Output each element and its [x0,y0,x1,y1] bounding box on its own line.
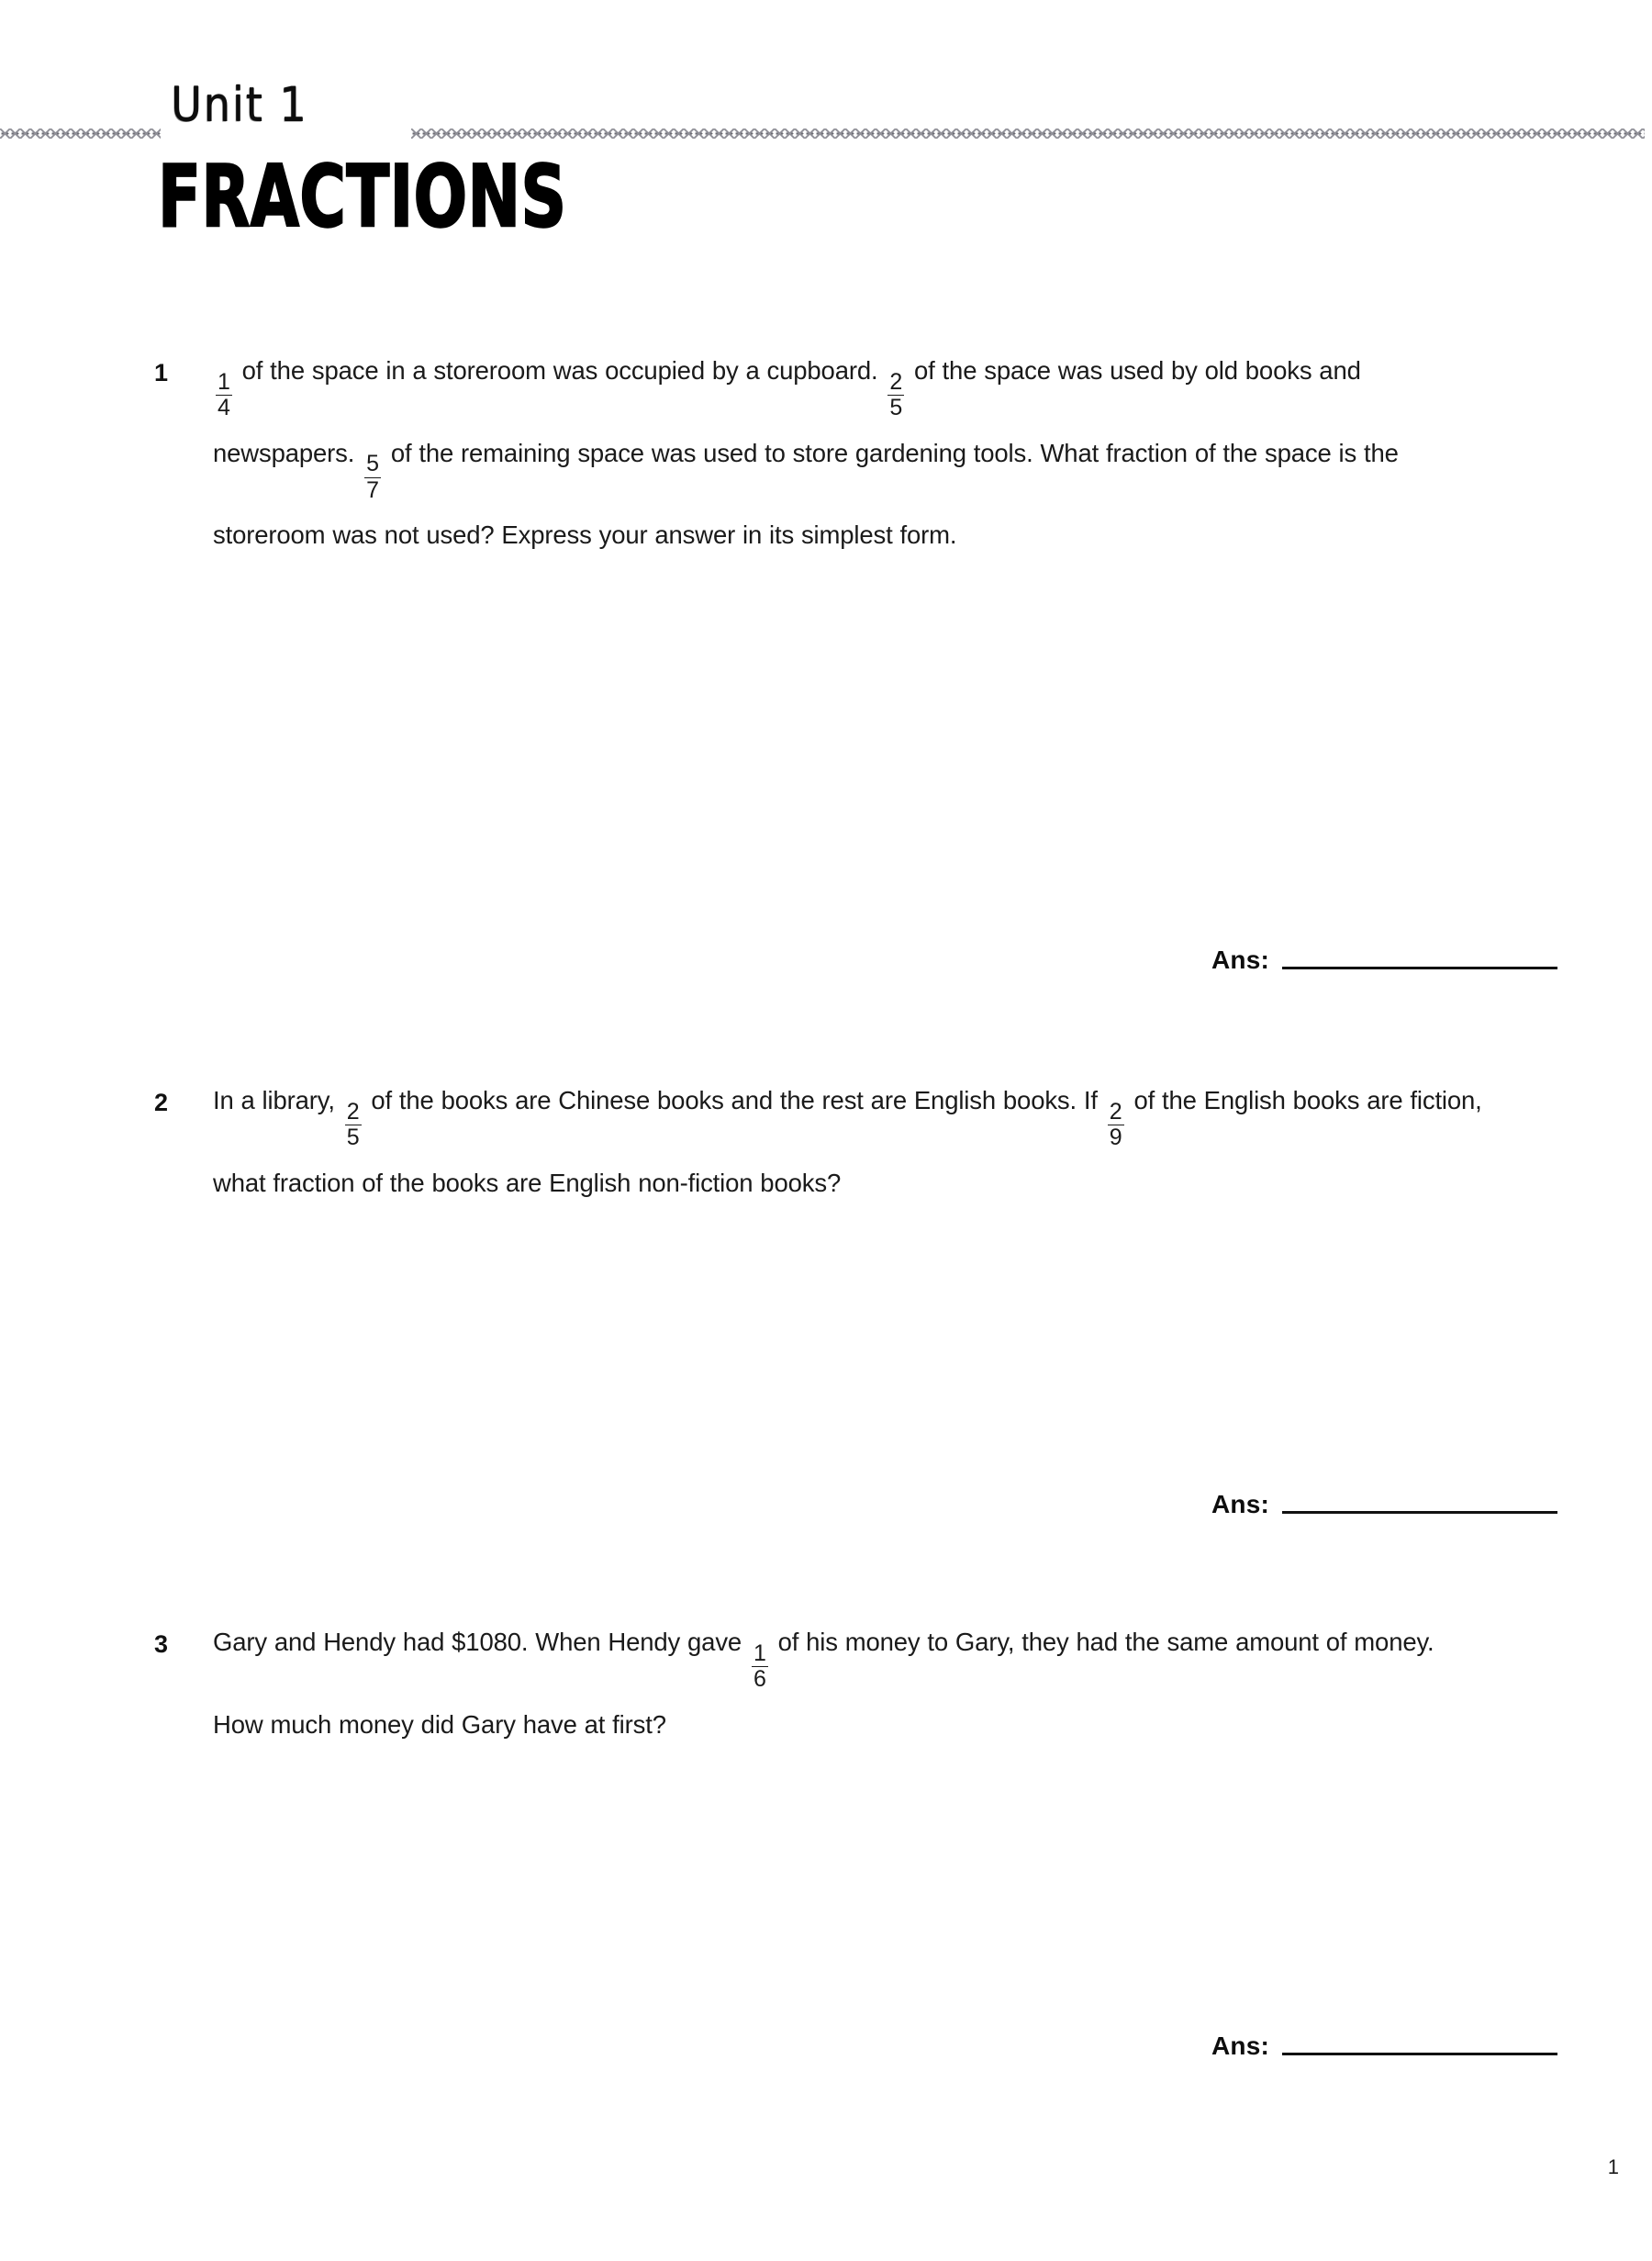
fraction [345,1098,362,1150]
fraction [752,1642,768,1692]
decorative-zigzag-rule-right [411,125,1645,141]
question-text-run: of the remaining space was used to store gardening tools. What fraction of the space is the storeroom was not used? Express your answer in its simplest form. [213,438,1399,549]
decorative-zigzag-rule-left [0,125,161,141]
question-number: 1 [154,359,169,386]
question-text [213,1068,1485,1216]
fraction-denominator: 6 [753,1666,766,1692]
answer-row [1211,2033,1557,2059]
question-text-run: In a library, [213,1086,342,1114]
page-number: 1 [1607,2155,1619,2178]
answer-label: Ans: [1211,1490,1270,1518]
question-number: 2 [154,1089,169,1116]
fraction-numerator: 1 [218,368,230,395]
answer-row [1211,947,1557,973]
question-text-run: of the space was used by old books and newspapers. [213,356,1361,467]
fraction [216,368,232,420]
fraction-numerator: 2 [346,1098,360,1125]
answer-input-line[interactable] [1282,967,1557,969]
question-text-run: Gary and Hendy had $1080. When Hendy gave [213,1628,749,1656]
question-text-run: of the books are Chinese books and the rest are English books. If [363,1086,1105,1114]
fraction-denominator: 7 [366,476,379,503]
answer-input-line[interactable] [1282,1511,1557,1514]
answer-label: Ans: [1211,2032,1270,2060]
question-text-run: of the space in a storeroom was occupied by a cupboard. [234,356,886,385]
question-text-run: of the English books are fiction, what fraction of the books are English non-fiction books? [213,1086,1482,1197]
fraction-denominator: 5 [346,1125,360,1150]
fraction [364,453,381,502]
fraction-numerator: 2 [1109,1098,1122,1125]
fraction-numerator: 2 [889,368,903,395]
page-title: FRACTIONS [158,147,567,247]
unit-label: Unit 1 [171,76,308,132]
answer-row [1211,1492,1557,1517]
question-text [213,1609,1485,1758]
question-number: 3 [154,1630,169,1658]
fraction-numerator: 1 [753,1640,766,1666]
fraction-denominator: 5 [889,395,903,420]
fraction-denominator: 4 [218,395,230,420]
question-text-run: of his money to Gary, they had the same amount of money. How much money did Gary have at first? [213,1628,1434,1739]
fraction-numerator: 5 [366,451,379,476]
question-text [213,338,1485,568]
fraction-denominator: 9 [1109,1125,1122,1150]
answer-input-line[interactable] [1282,2053,1557,2055]
fraction [887,368,904,420]
fraction [1108,1098,1124,1150]
answer-label: Ans: [1211,946,1270,974]
